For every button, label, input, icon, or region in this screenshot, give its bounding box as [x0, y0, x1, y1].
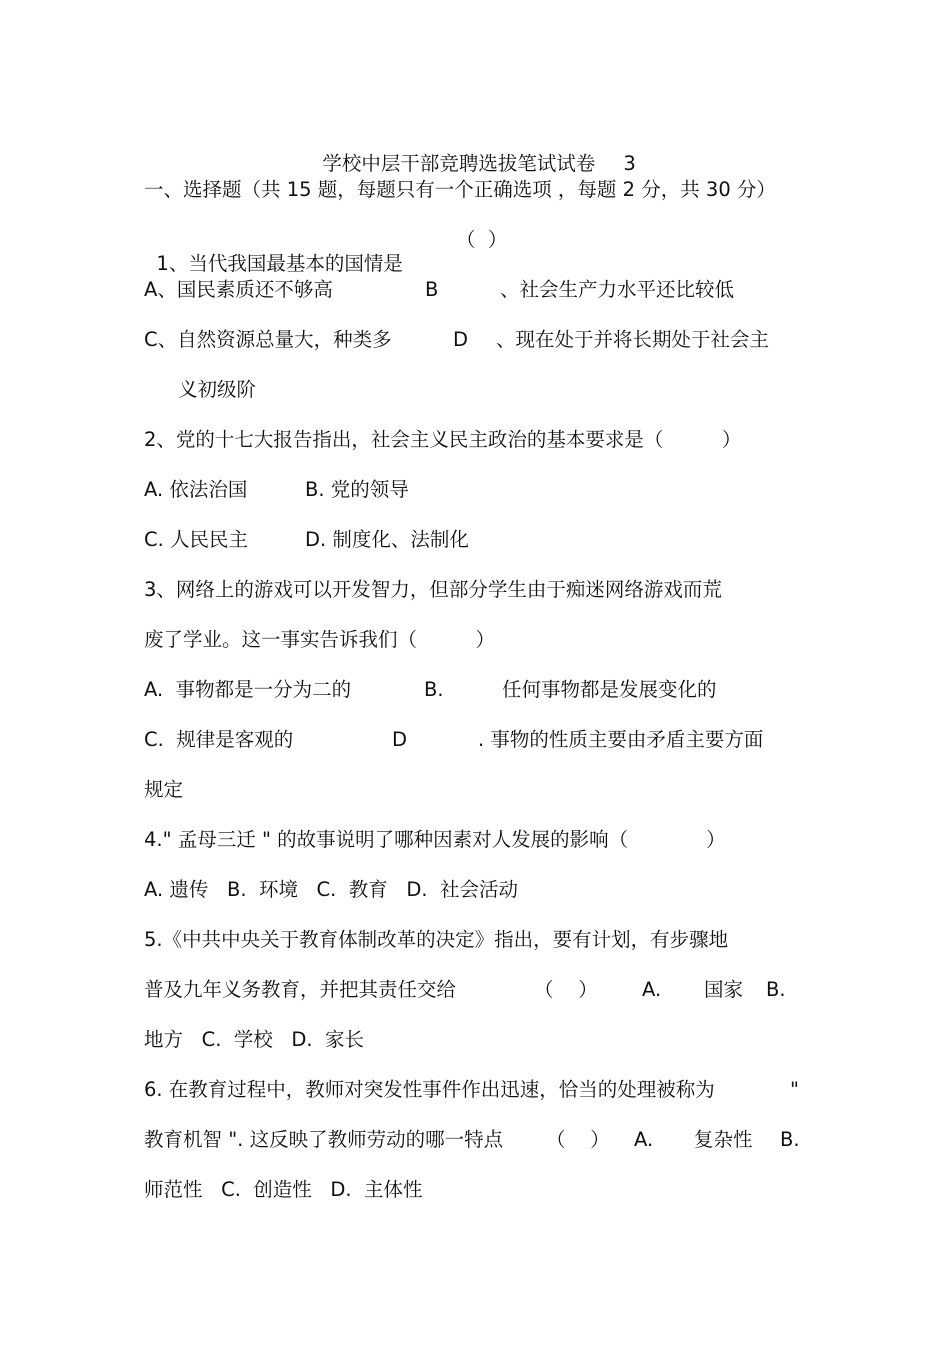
- question-1-option-d-continued: 义初级阶: [178, 378, 257, 401]
- question-6-option-b-letter: B.: [780, 1128, 800, 1151]
- question-3-option-b-letter: B.: [424, 678, 444, 701]
- question-2-option-d: D. 制度化、法制化: [305, 528, 469, 551]
- question-6-option-a-text: 复杂性: [694, 1128, 753, 1151]
- question-1-stem: [144, 228, 403, 276]
- question-2-option-c: C. 人民民主: [144, 528, 249, 551]
- question-2-option-a: A. 依法治国: [144, 478, 248, 501]
- question-3-option-d-text: . 事物的性质主要由矛盾主要方面: [478, 728, 764, 751]
- question-6-options-line-3: 师范性 C. 创造性 D. 主体性: [144, 1178, 423, 1201]
- question-4-options: A. 遗传 B. 环境 C. 教育 D. 社会活动: [144, 878, 518, 901]
- question-3-option-d-letter: D: [392, 728, 408, 751]
- question-6-option-a-letter: A.: [634, 1128, 654, 1151]
- question-3-option-b-text: 任何事物都是发展变化的: [502, 678, 717, 701]
- question-1-option-a: A、国民素质还不够高: [144, 278, 333, 301]
- question-4-stem: 4." 孟母三迁 " 的故事说明了哪种因素对人发展的影响（ ）: [144, 828, 726, 851]
- question-5-blank: （ ）: [534, 978, 598, 1001]
- question-3-option-d-continued: 规定: [144, 778, 184, 801]
- question-5-option-b-letter: B.: [766, 978, 786, 1001]
- question-2-option-b: B. 党的领导: [305, 478, 409, 501]
- question-3-stem-line-2: 废了学业。这一事实告诉我们（ ）: [144, 628, 496, 651]
- question-6-quote-mark: ": [790, 1078, 799, 1101]
- section-heading: 一、选择题（共 15 题，每题只有一个正确选项 ，每题 2 分，共 30 分）: [144, 178, 776, 201]
- question-1-text: 1、当代我国最基本的国情是: [156, 252, 403, 275]
- question-1-option-b-letter: B: [425, 278, 439, 301]
- question-5-option-a-letter: A.: [642, 978, 662, 1001]
- question-1-blank: （ ）: [456, 228, 508, 251]
- page-title: [310, 128, 636, 176]
- question-3-option-c: C. 规律是客观的: [144, 728, 294, 751]
- question-6-blank: （ ）: [546, 1128, 610, 1151]
- question-5-options-line-3: 地方 C. 学校 D. 家长: [144, 1028, 365, 1051]
- question-6-stem-line-2: 教育机智 ". 这反映了教师劳动的哪一特点: [144, 1128, 504, 1151]
- question-1-option-b-text: 、社会生产力水平还比较低: [500, 278, 735, 301]
- question-3-stem-line-1: 3、网络上的游戏可以开发智力，但部分学生由于痴迷网络游戏而荒: [144, 578, 722, 601]
- question-1-option-c: C、自然资源总量大，种类多: [144, 328, 392, 351]
- question-1-option-d-letter: D: [453, 328, 469, 351]
- question-5-stem-line-1: 5.《中共中央关于教育体制改革的决定》指出，要有计划，有步骤地: [144, 928, 729, 951]
- question-1-option-d-text: 、现在处于并将长期处于社会主: [496, 328, 770, 351]
- question-5-stem-line-2: 普及九年义务教育，并把其责任交给: [144, 978, 457, 1001]
- question-6-stem-line-1: 6. 在教育过程中，教师对突发性事件作出迅速，恰当的处理被称为: [144, 1078, 715, 1101]
- title-text: 学校中层干部竞聘选拔笔试试卷: [322, 152, 596, 175]
- title-number: 3: [623, 152, 636, 175]
- question-3-option-a: A. 事物都是一分为二的: [144, 678, 352, 701]
- question-5-option-a-text: 国家: [704, 978, 744, 1001]
- question-2-stem: 2、党的十七大报告指出，社会主义民主政治的基本要求是（ ）: [144, 428, 742, 451]
